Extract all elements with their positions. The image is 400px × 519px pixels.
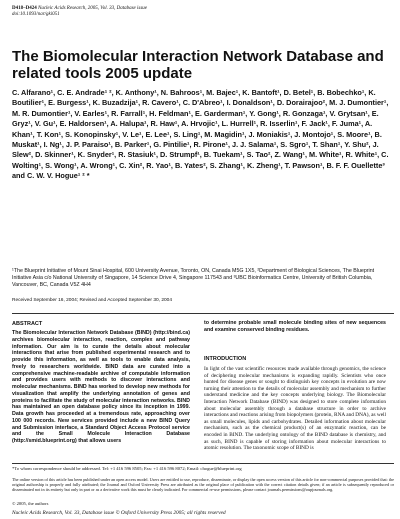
page-range: D418–D424: [12, 6, 37, 11]
copyright-footnote: © 2005, the authors: [12, 501, 49, 506]
paper-title: The Biomolecular Interaction Network Database and related tools 2005 update: [12, 48, 384, 82]
affiliations: ¹The Blueprint Initiative of Mount Sinai Hospital, 600 University Avenue, Toronto, ON, Canada M5G 1X5, ²Department of Biological Sciences, The Blueprint Initiative Asia c/o National University of Singapore, 14 Science Drive 4, Singapore 117543 and ³UBC Bioinformatics Centre, University of British Columbia, Vancouver, BC, Canada V5Z 4H4: [12, 268, 375, 288]
footnote-divider: [12, 463, 394, 464]
introduction-heading: INTRODUCTION: [204, 356, 247, 362]
divider-line: [12, 313, 394, 314]
doi: doi:10.1093/nar/gki051: [12, 12, 60, 17]
author-list: C. Alfarano¹, C. E. Andrade¹ ², K. Anthony¹, N. Bahroos¹, M. Bajec¹, K. Bantoft¹, D. Betel¹, B. Bobechko¹, K. Boutilier¹, E. Burgess¹, K. Buzadzija¹, R. Cavero¹, C. D'Abreo¹, I. Donaldson¹, D. Dorairajoo², M. J. Dumontier¹, M. R. Dumontier¹, V. Earles¹, R. Farrall¹, H. Feldman¹, E. Garderman¹, Y. Gong¹, R. Gonzaga¹, V. Grytsan¹, E. Gryz¹, V. Gu¹, E. Haldorsen¹, A. Halupa¹, R. Haw¹, A. Hrvojic¹, L. Hurrell¹, R. Isserlin¹, F. Jack¹, F. Juma¹, A. Khan¹, T. Kon¹, S. Konopinsky¹, V. Le¹, E. Lee¹, S. Ling¹, M. Magidin¹, J. Moniakis¹, J. Montojo¹, S. Moore¹, B. Muskat¹, I. Ng¹, J. P. Paraiso¹, B. Parker¹, G. Pintilie¹, R. Pirone¹, J. J. Salama¹, S. Sgro¹, T. Shan¹, Y. Shu², J. Slew², D. Skinner¹, K. Snyder¹, R. Stasiuk¹, D. Strumpf¹, B. Tuekam¹, S. Tao², Z. Wang¹, M. White¹, R. White¹, C. Wolting¹, S. Wong¹, A. Wrong¹, C. Xin², R. Yao¹, B. Yates², S. Zhang¹, K. Zheng¹, T. Pawson¹, B. F. F. Ouellette³ and C. W. V. Hogue¹ ² *: [12, 88, 389, 181]
license-footnote: The online version of this article has been published under an open access model. Users are entitled to use, reproduce, disseminate, or display the open access version of this article for non-commercial purposes provided that: the original authorship is properly and fully attributed; the Journal and Oxford University Press are attributed as the original place of publication with the correct citation details given; if an article is subsequently reproduced or disseminated not in its entirety but only in part or as a derivative work this must be clearly indicated. For commercial re-use permissions, please contact journals.permissions@oupjournals.org.: [12, 477, 394, 493]
running-header: [12, 6, 392, 18]
abstract-continuation: to determine probable small molecule binding sites of new sequences and examine conserved binding residues.: [204, 320, 386, 333]
abstract-heading: ABSTRACT: [12, 321, 43, 327]
correspondence-footnote: *To whom correspondence should be addressed. Tel: +1 416 596 8505; Fax: +1 416 596 8072; Email: chogue@blueprint.org: [12, 466, 242, 471]
journal-citation: Nucleic Acids Research, 2005, Vol. 33, Database issue: [37, 6, 147, 11]
journal-footer: Nucleic Acids Research, Vol. 33, Database issue © Oxford University Press 2005; all rights reserved: [12, 510, 226, 516]
abstract-text: The Biomolecular Interaction Network Database (BIND) (http://bind.ca) archives biomolecular interaction, reaction, complex and pathway information. Our aim is to curate the details about molecular interactions that arise from published experimental research and to provide this information, as well as tools to enable data analysis, freely to researchers worldwide. BIND data are curated into a comprehensive machine-readable archive of computable information and provides users with methods to discover interactions and molecular mechanisms. BIND has worked to develop new methods for visualization that amplify the underlying annotation of genes and proteins to facilitate the study of molecular interaction networks. BIND has maintained an open database policy since its inception in 1999. Data growth has proceeded at a tremendous rate, approaching over 100 000 records. New services provided include a new BIND Query and Submission interface, a Standard Object Access Protocol service and the Small Molecule Interaction Database (http://smid.blueprint.org) that allows users: [12, 330, 190, 444]
received-dates: Received September 16, 2004; Revised and Accepted September 30, 2004: [12, 298, 173, 303]
introduction-text: In light of the vast scientific resources made available through genomics, the science of deciphering molecular mechanisms is expanding rapidly. Scientists who once hunted for disease genes or sought to distinguish key concepts in evolution are now turning their attention to the details of molecular assembly and mechanism to further understand medicine and the key concepts underlying biology. The Biomolecular Interaction Network Database (BIND) was designed to store complete information about molecular assembly through a database structure in order to archive interactions and reactions arising from biopolymers (protein, RNA and DNA), as well as small molecules, lipids and carbohydrates. Detailed information about molecular mechanism, such as the chemical product(s) of an enzymatic reaction, can be encoded in BIND. The underlying ontology of the BIND database is chemistry, and as such, BIND is capable of storing information about molecular interactions to atomic resolution. The taxonomic scope of BIND is: [204, 366, 386, 452]
